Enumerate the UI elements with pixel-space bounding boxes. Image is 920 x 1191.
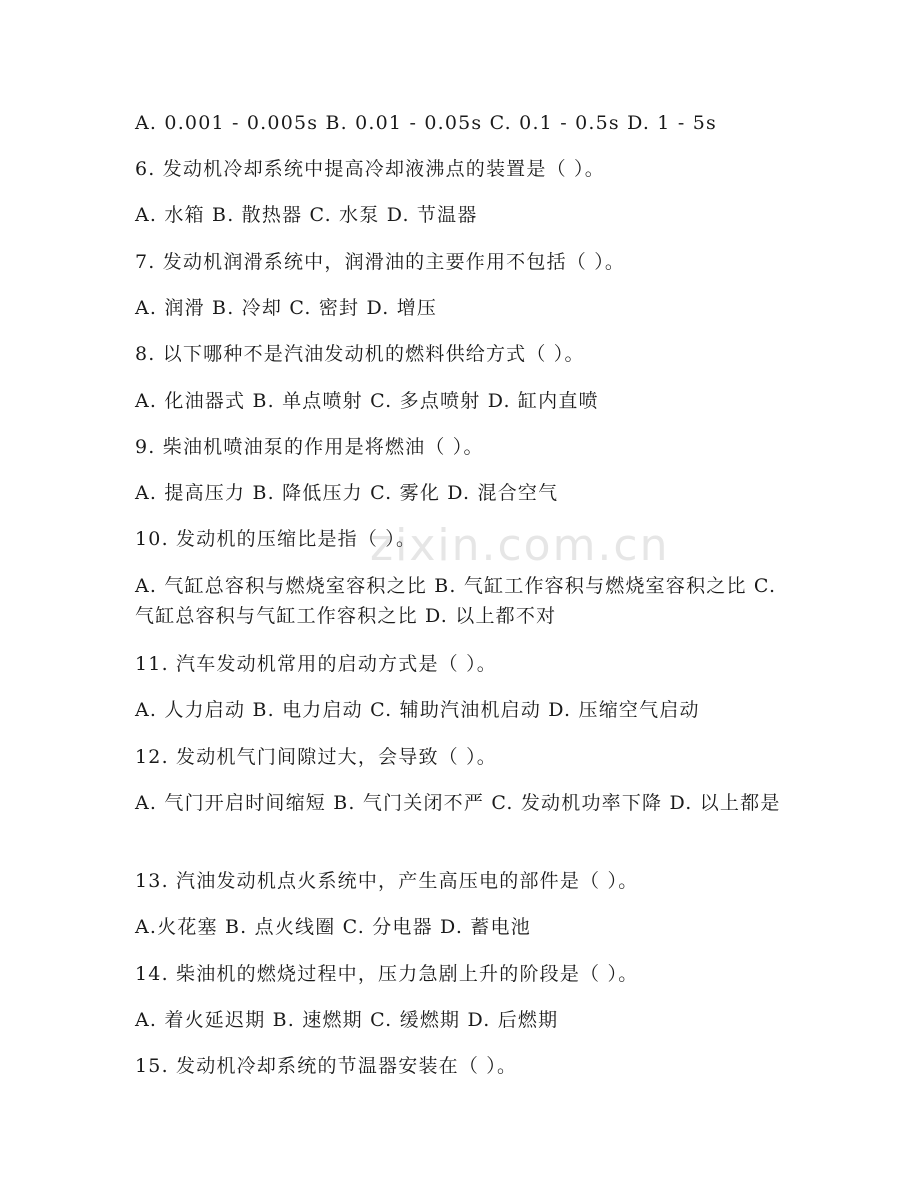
q14-question: 14. 柴油机的燃烧过程中，压力急剧上升的阶段是（ ）。: [135, 963, 639, 985]
q9-question: 9. 柴油机喷油泵的作用是将燃油（ ）。: [135, 436, 484, 458]
q8-options: A. 化油器式 B. 单点喷射 C. 多点喷射 D. 缸内直喷: [135, 390, 599, 412]
q14-options: A. 着火延迟期 B. 速燃期 C. 缓燃期 D. 后燃期: [135, 1009, 559, 1031]
q12-options: A. 气门开启时间缩短 B. 气门关闭不严 C. 发动机功率下降 D. 以上都是: [135, 792, 781, 814]
q10-question: 10. 发动机的压缩比是指（ ）。: [135, 528, 417, 550]
q5-options: A. 0.001 - 0.005s B. 0.01 - 0.05s C. 0.1 - 0.5s D. 1 - 5s: [135, 112, 717, 134]
q12-question: 12. 发动机气门间隙过大，会导致（ ）。: [135, 746, 497, 768]
q6-question: 6. 发动机冷却系统中提高冷却液沸点的装置是（ ）。: [135, 158, 605, 180]
q10-options: A. 气缸总容积与燃烧室容积之比 B. 气缸工作容积与燃烧室容积之比 C. 气缸总容积与气缸工作容积之比 D. 以上都不对: [135, 575, 777, 627]
q15-question: 15. 发动机冷却系统的节温器安装在（ ）。: [135, 1055, 518, 1077]
q13-options: A.火花塞 B. 点火线圈 C. 分电器 D. 蓄电池: [135, 916, 531, 938]
watermark: zixin.com.cn: [370, 520, 670, 571]
q11-question: 11. 汽车发动机常用的启动方式是（ ）。: [135, 653, 497, 675]
q8-question: 8. 以下哪种不是汽油发动机的燃料供给方式（ ）。: [135, 343, 585, 365]
q9-options: A. 提高压力 B. 降低压力 C. 雾化 D. 混合空气: [135, 482, 559, 504]
q11-options: A. 人力启动 B. 电力启动 C. 辅助汽油机启动 D. 压缩空气启动: [135, 699, 700, 721]
q7-options: A. 润滑 B. 冷却 C. 密封 D. 增压: [135, 297, 438, 319]
q13-question: 13. 汽油发动机点火系统中，产生高压电的部件是（ ）。: [135, 870, 639, 892]
q6-options: A. 水箱 B. 散热器 C. 水泵 D. 节温器: [135, 204, 478, 226]
q7-question: 7. 发动机润滑系统中，润滑油的主要作用不包括（ ）。: [135, 251, 626, 273]
